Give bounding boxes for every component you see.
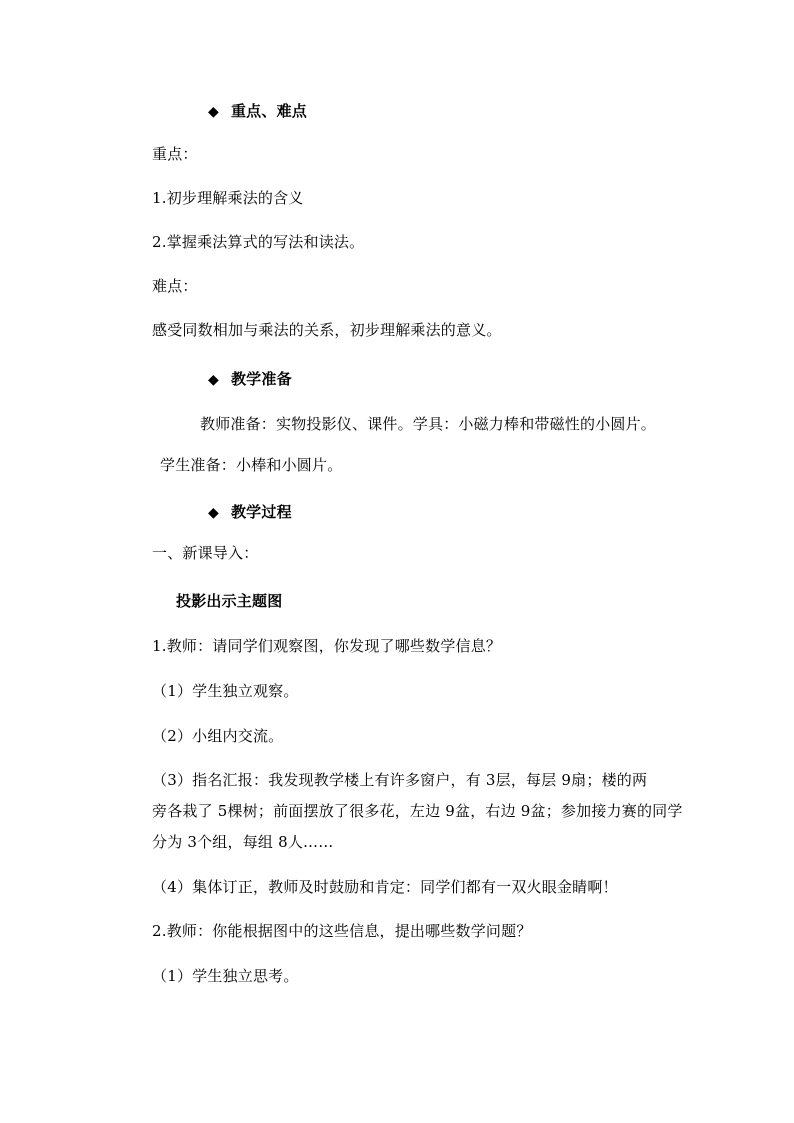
teacher-preparation: 教师准备：实物投影仪、课件。学具：小磁力棒和带磁性的小圆片。: [200, 415, 657, 433]
report-line: 旁各栽了 5棵树；前面摆放了很多花，左边 9盆，右边 9盆；参加接力赛的同学: [152, 802, 683, 820]
key-point-item: 2.掌握乘法算式的写法和读法。: [152, 233, 365, 251]
diamond-bullet-icon: ◆: [208, 372, 219, 388]
key-points-label: 重点：: [152, 145, 198, 163]
diamond-bullet-icon: ◆: [208, 505, 219, 521]
report-line: 分为 3个组，每组 8人……: [152, 833, 334, 851]
section-heading-text: 重点、难点: [230, 102, 307, 120]
section-heading-focus: [208, 101, 307, 122]
part-one-heading: 一、新课导入：: [152, 544, 259, 562]
question-one-step: （2）小组内交流。: [152, 727, 284, 745]
section-heading-process: [208, 502, 292, 523]
difficulty-label: 难点：: [152, 277, 198, 295]
diamond-bullet-icon: ◆: [208, 104, 219, 120]
question-two-step: （1）学生独立思考。: [152, 967, 299, 985]
section-heading-text: 教学过程: [230, 503, 292, 521]
question-two: 2.教师：你能根据图中的这些信息，提出哪些数学问题？: [152, 922, 532, 940]
key-point-item: 1.初步理解乘法的含义: [152, 189, 304, 207]
question-one-step: （1）学生独立观察。: [152, 682, 299, 700]
projection-subheading: 投影出示主题图: [176, 592, 283, 610]
difficulty-text: 感受同数相加与乘法的关系，初步理解乘法的意义。: [152, 321, 502, 339]
report-line: （3）指名汇报：我发现教学楼上有许多窗户，有 3层，每层 9扇；楼的两: [152, 771, 648, 789]
student-preparation: 学生准备：小棒和小圆片。: [160, 456, 343, 474]
question-one-summary: （4）集体订正，教师及时鼓励和肯定：同学们都有一双火眼金睛啊！: [152, 878, 618, 896]
section-heading-text: 教学准备: [230, 370, 292, 388]
question-one: 1.教师：请同学们观察图，你发现了哪些数学信息？: [152, 637, 502, 655]
section-heading-preparation: [208, 369, 292, 390]
